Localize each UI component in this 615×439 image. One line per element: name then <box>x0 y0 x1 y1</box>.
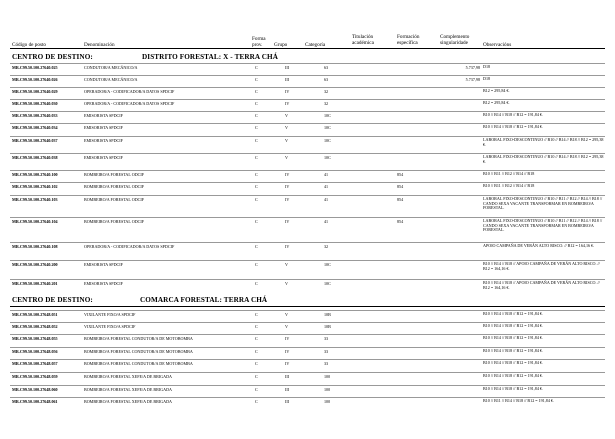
cell-cat: 33 <box>324 361 329 366</box>
section-divider <box>10 306 605 307</box>
row-divider <box>10 242 605 243</box>
cell-den: BOMBEIRO/A FORESTAL XEFE/A DE BRIGADA <box>84 399 172 404</box>
cell-den: EMISORISTA SPDCIF <box>84 281 123 286</box>
row-divider <box>10 372 605 373</box>
cell-code: MR.C99.50.100.27640.034 <box>12 125 58 130</box>
cell-fp: C <box>255 312 258 317</box>
cell-code: MR.C99.50.100.27640.025 <box>12 65 58 70</box>
cell-fp: C <box>255 155 258 160</box>
cell-code: MR.C99.50.100.27648.052 <box>12 324 58 329</box>
cell-gr: III <box>285 65 290 70</box>
cell-code: MR.C99.50.100.27648.056 <box>12 349 58 354</box>
cell-obs: LABORAL FIXO-DESCONTINUO // B10 // B11 // B12 // B14 // B18 // CANDO SEXA VACANTE TRANSFORMAR EN BOMBEIRO/A FORESTAL. <box>483 218 603 233</box>
cell-gr: IV <box>285 349 290 354</box>
cell-cat: 10C <box>324 281 331 286</box>
cell-den: BOMBEIRO/A FORESTAL ODCIF <box>84 197 145 202</box>
cell-den: BOMBEIRO/A FORESTAL CONDUTOR/A DE MOTOBOMBA <box>84 361 193 366</box>
row-divider <box>10 385 605 386</box>
cell-code: MR.C99.50.100.27640.100 <box>12 172 58 177</box>
row-divider <box>10 397 605 398</box>
cell-fp: C <box>255 197 258 202</box>
cell-cs: 5.737,98 <box>465 65 480 70</box>
cell-gr: IV <box>285 184 290 189</box>
cell-gr: V <box>285 155 288 160</box>
cell-obs: B12 = 295,84 €. <box>483 88 510 93</box>
cell-code: MR.C99.50.100.27640.029 <box>12 89 58 94</box>
header-forma-prov-1: Forma <box>252 36 266 42</box>
row-divider <box>10 170 605 171</box>
cell-obs: B10 // B14 // B18 // B12 = 191,84 €. <box>483 335 543 340</box>
header-complemento-1: Complemento <box>440 34 470 40</box>
cell-fp: C <box>255 89 258 94</box>
cell-fp: C <box>255 101 258 106</box>
cell-fp: C <box>255 77 258 82</box>
cell-den: BOMBEIRO/A FORESTAL CONDUTOR/A DE MOTOBOMBA <box>84 336 193 341</box>
cell-fp: C <box>255 399 258 404</box>
cell-obs: B10 // B14 // B18 // APOIO CAMPAÑA DE VERÁN ALTO RISCO. // B12 = 164,16 €. <box>483 280 600 290</box>
cell-cat: 33 <box>324 349 329 354</box>
row-divider <box>10 87 605 88</box>
cell-code: MR.C99.50.100.27648.055 <box>12 336 58 341</box>
cell-fp: C <box>255 349 258 354</box>
row-divider <box>10 334 605 335</box>
cell-fp: C <box>255 125 258 130</box>
cell-gr: III <box>285 387 290 392</box>
row-divider <box>10 195 605 196</box>
cell-cat: 10C <box>324 113 331 118</box>
row-divider <box>10 217 605 218</box>
cell-code: MR.C99.50.100.27648.061 <box>12 399 58 404</box>
cell-den: EMISORISTA SPDCIF <box>84 113 123 118</box>
cell-cat: 10C <box>324 155 331 160</box>
section-title: COMARCA FORESTAL: TERRA CHÁ <box>140 296 268 304</box>
cell-gr: IV <box>285 101 290 106</box>
cell-code: MR.C99.50.100.27640.200 <box>12 262 58 267</box>
cell-fp: C <box>255 281 258 286</box>
header-observacions: Observacións <box>483 42 512 48</box>
row-divider <box>10 260 605 261</box>
cell-code: MR.C99.50.100.27640.102 <box>12 184 58 189</box>
row-divider <box>10 153 605 154</box>
cell-obs: B10 // B14 // B18 // B12 = 191,84 €. <box>483 360 543 365</box>
cell-obs: B10 // B14 // B18 // B12 = 191,84 €. <box>483 124 543 129</box>
cell-cat: 100 <box>324 387 331 392</box>
cell-fp: C <box>255 184 258 189</box>
cell-code: MR.C99.50.100.27648.059 <box>12 374 58 379</box>
header-complemento-2: singularidade <box>440 40 468 46</box>
cell-den: BOMBEIRO/A FORESTAL ODCIF <box>84 184 145 189</box>
cell-obs: B10 // B11 // B12 // B14 // B18 <box>483 183 535 188</box>
cell-cat: 10C <box>324 138 331 143</box>
cell-gr: IV <box>285 172 290 177</box>
cell-code: MR.C99.50.100.27640.033 <box>12 113 58 118</box>
cell-obs: B12 = 295,84 €. <box>483 100 510 105</box>
cell-den: EMISORISTA SPDCIF <box>84 125 123 130</box>
header-divider <box>10 48 605 49</box>
row-divider <box>10 75 605 76</box>
cell-obs: LABORAL FIXO-DESCONTINUO // B10 // B11 // B12 // B14 // B18 // CANDO SEXA VACANTE TRANSFORMAR EN BOMBEIRO/A FORESTAL. <box>483 196 603 211</box>
section-heading <box>12 53 278 61</box>
cell-obs: B10 // B14 // B18 // B12 = 191,84 €. <box>483 373 543 378</box>
cell-den: VIXILANTE FIXO/A SPDCIF <box>84 324 136 329</box>
cell-code: MR.C99.50.100.27640.037 <box>12 138 58 143</box>
cell-code: MR.C99.50.100.27640.030 <box>12 101 58 106</box>
cell-fp: C <box>255 113 258 118</box>
cell-cat: 10B <box>324 312 331 317</box>
cell-den: BOMBEIRO/A FORESTAL ODCIF <box>84 172 145 177</box>
section-title: DISTRITO FORESTAL: X - TERRA CHÁ <box>142 53 278 61</box>
cell-code: MR.C99.50.100.27640.026 <box>12 77 58 82</box>
cell-fe: 854 <box>397 219 404 224</box>
cell-code: MR.C99.50.100.27640.104 <box>12 219 58 224</box>
cell-den: VIXILANTE FIXO/A SPDCIF <box>84 312 136 317</box>
cell-cat: 100 <box>324 374 331 379</box>
cell-fp: C <box>255 138 258 143</box>
row-divider <box>10 310 605 311</box>
row-divider <box>10 347 605 348</box>
cell-gr: IV <box>285 361 290 366</box>
cell-code: MR.C99.50.100.27648.060 <box>12 387 58 392</box>
cell-den: EMISORISTA SPDCIF <box>84 138 123 143</box>
cell-fp: C <box>255 387 258 392</box>
cell-gr: V <box>285 125 288 130</box>
cell-obs: B10 // B11 // B12 // B14 // B18 <box>483 171 535 176</box>
cell-gr: IV <box>285 89 290 94</box>
cell-code: MR.C99.50.100.27640.201 <box>12 281 58 286</box>
cell-code: MR.C99.50.100.27648.051 <box>12 312 58 317</box>
cell-gr: III <box>285 399 290 404</box>
cell-den: CONDUTOR/A MECÁNICO/A <box>84 65 138 70</box>
cell-cat: 41 <box>324 197 329 202</box>
cell-den: OPERADOR/A - CODIFICADOR/A DATOS SPDCIF <box>84 89 175 94</box>
cell-code: MR.C99.50.100.27640.108 <box>12 244 58 249</box>
row-divider <box>10 322 605 323</box>
header-categoria: Categoría <box>305 42 326 48</box>
cell-den: BOMBEIRO/A FORESTAL ODCIF <box>84 219 145 224</box>
cell-obs: B10 // B14 // B18 // B12 = 191,84 €. <box>483 348 543 353</box>
cell-obs: B10 // B14 // B18 // B12 = 191,84 €. <box>483 311 543 316</box>
cell-gr: IV <box>285 197 290 202</box>
cell-fp: C <box>255 172 258 177</box>
cell-gr: V <box>285 262 288 267</box>
section-label: CENTRO DE DESTINO: <box>12 53 93 61</box>
header-titulacion-2: académica <box>352 40 374 46</box>
cell-cat: 41 <box>324 172 329 177</box>
table-header <box>0 6 615 48</box>
cell-fe: 854 <box>397 172 404 177</box>
header-formacion-1: Formación <box>397 34 420 40</box>
cell-obs: B10 // B14 // B18 // APOIO CAMPAÑA DE VERÁN ALTO RISCO. // B12 = 164,16 €. <box>483 261 600 271</box>
cell-gr: V <box>285 281 288 286</box>
header-denominacion: Denominación <box>84 42 115 48</box>
cell-cat: 32 <box>324 101 329 106</box>
cell-fp: C <box>255 324 258 329</box>
cell-cat: 33 <box>324 336 329 341</box>
cell-gr: V <box>285 324 288 329</box>
cell-obs: B10 // B14 // B18 // B12 = 191,84 €. <box>483 386 543 391</box>
cell-fp: C <box>255 219 258 224</box>
cell-fp: C <box>255 361 258 366</box>
cell-cat: 32 <box>324 89 329 94</box>
header-forma-prov-2: prov. <box>252 42 263 48</box>
cell-obs: LABORAL FIXO-DESCONTINUO // B10 // B14 // B18 // B12 = 295,38 €. <box>483 137 604 147</box>
cell-obs: APOIO CAMPAÑA DE VERÁN ALTO RISCO. // B12 = 164,16 €. <box>483 243 595 248</box>
cell-obs: B10 // B14 // B18 // B12 = 191,84 €. <box>483 112 543 117</box>
cell-fe: 854 <box>397 197 404 202</box>
row-divider <box>10 63 605 64</box>
cell-fp: C <box>255 374 258 379</box>
row-divider <box>10 359 605 360</box>
cell-code: MR.C99.50.100.27640.103 <box>12 197 58 202</box>
cell-cat: 63 <box>324 77 329 82</box>
cell-den: OPERADOR/A - CODIFICADOR/A DATOS SPDCIF <box>84 244 175 249</box>
cell-den: CONDUTOR/A MECÁNICO/A <box>84 77 138 82</box>
cell-cat: 10C <box>324 262 331 267</box>
cell-cat: 41 <box>324 219 329 224</box>
cell-den: BOMBEIRO/A FORESTAL XEFE/A DE BRIGADA <box>84 374 172 379</box>
cell-den: BOMBEIRO/A FORESTAL CONDUTOR/A DE MOTOBOMBA <box>84 349 193 354</box>
cell-gr: IV <box>285 244 290 249</box>
cell-cat: 100 <box>324 399 331 404</box>
cell-obs: D18 <box>483 76 491 81</box>
cell-code: MR.C99.50.100.27648.057 <box>12 361 58 366</box>
cell-fp: C <box>255 336 258 341</box>
row-divider <box>10 136 605 137</box>
section-heading <box>12 296 268 304</box>
cell-cat: 41 <box>324 184 329 189</box>
header-grupo: Grupo <box>274 42 288 48</box>
cell-fp: C <box>255 244 258 249</box>
cell-gr: V <box>285 312 288 317</box>
cell-cat: 63 <box>324 65 329 70</box>
cell-obs: D18 <box>483 64 491 69</box>
cell-fe: 854 <box>397 184 404 189</box>
row-divider <box>10 111 605 112</box>
cell-gr: V <box>285 113 288 118</box>
cell-fp: C <box>255 262 258 267</box>
cell-den: EMISORISTA SPDCIF <box>84 155 123 160</box>
row-divider <box>10 279 605 280</box>
cell-gr: III <box>285 374 290 379</box>
cell-gr: V <box>285 138 288 143</box>
cell-obs: B10 // B14 // B18 // B12 = 191,84 €. <box>483 323 543 328</box>
row-divider <box>10 182 605 183</box>
cell-obs: B10 // B11 // B14 // B18 // B12 = 191,84 €. <box>483 398 554 403</box>
cell-cat: 32 <box>324 244 329 249</box>
row-divider <box>10 99 605 100</box>
cell-obs: LABORAL FIXO-DESCONTINUO // B10 // B14 // B18 // B12 = 295,38 €. <box>483 154 604 164</box>
cell-den: OPERADOR/A - CODIFICADOR/A DATOS SPDCIF <box>84 101 175 106</box>
cell-cs: 5.737,98 <box>465 77 480 82</box>
section-label: CENTRO DE DESTINO: <box>12 296 93 304</box>
cell-gr: IV <box>285 219 290 224</box>
cell-gr: III <box>285 77 290 82</box>
cell-gr: IV <box>285 336 290 341</box>
row-divider <box>10 123 605 124</box>
cell-den: BOMBEIRO/A FORESTAL XEFE/A DE BRIGADA <box>84 387 172 392</box>
header-codigo: Código de posto <box>12 42 47 48</box>
cell-code: MR.C99.50.100.27640.038 <box>12 155 58 160</box>
cell-den: EMISORISTA SPDCIF <box>84 262 123 267</box>
header-titulacion-1: Titulación <box>352 34 374 40</box>
cell-fp: C <box>255 65 258 70</box>
cell-cat: 10C <box>324 125 331 130</box>
header-formacion-2: específica <box>397 40 418 46</box>
cell-cat: 10B <box>324 324 331 329</box>
